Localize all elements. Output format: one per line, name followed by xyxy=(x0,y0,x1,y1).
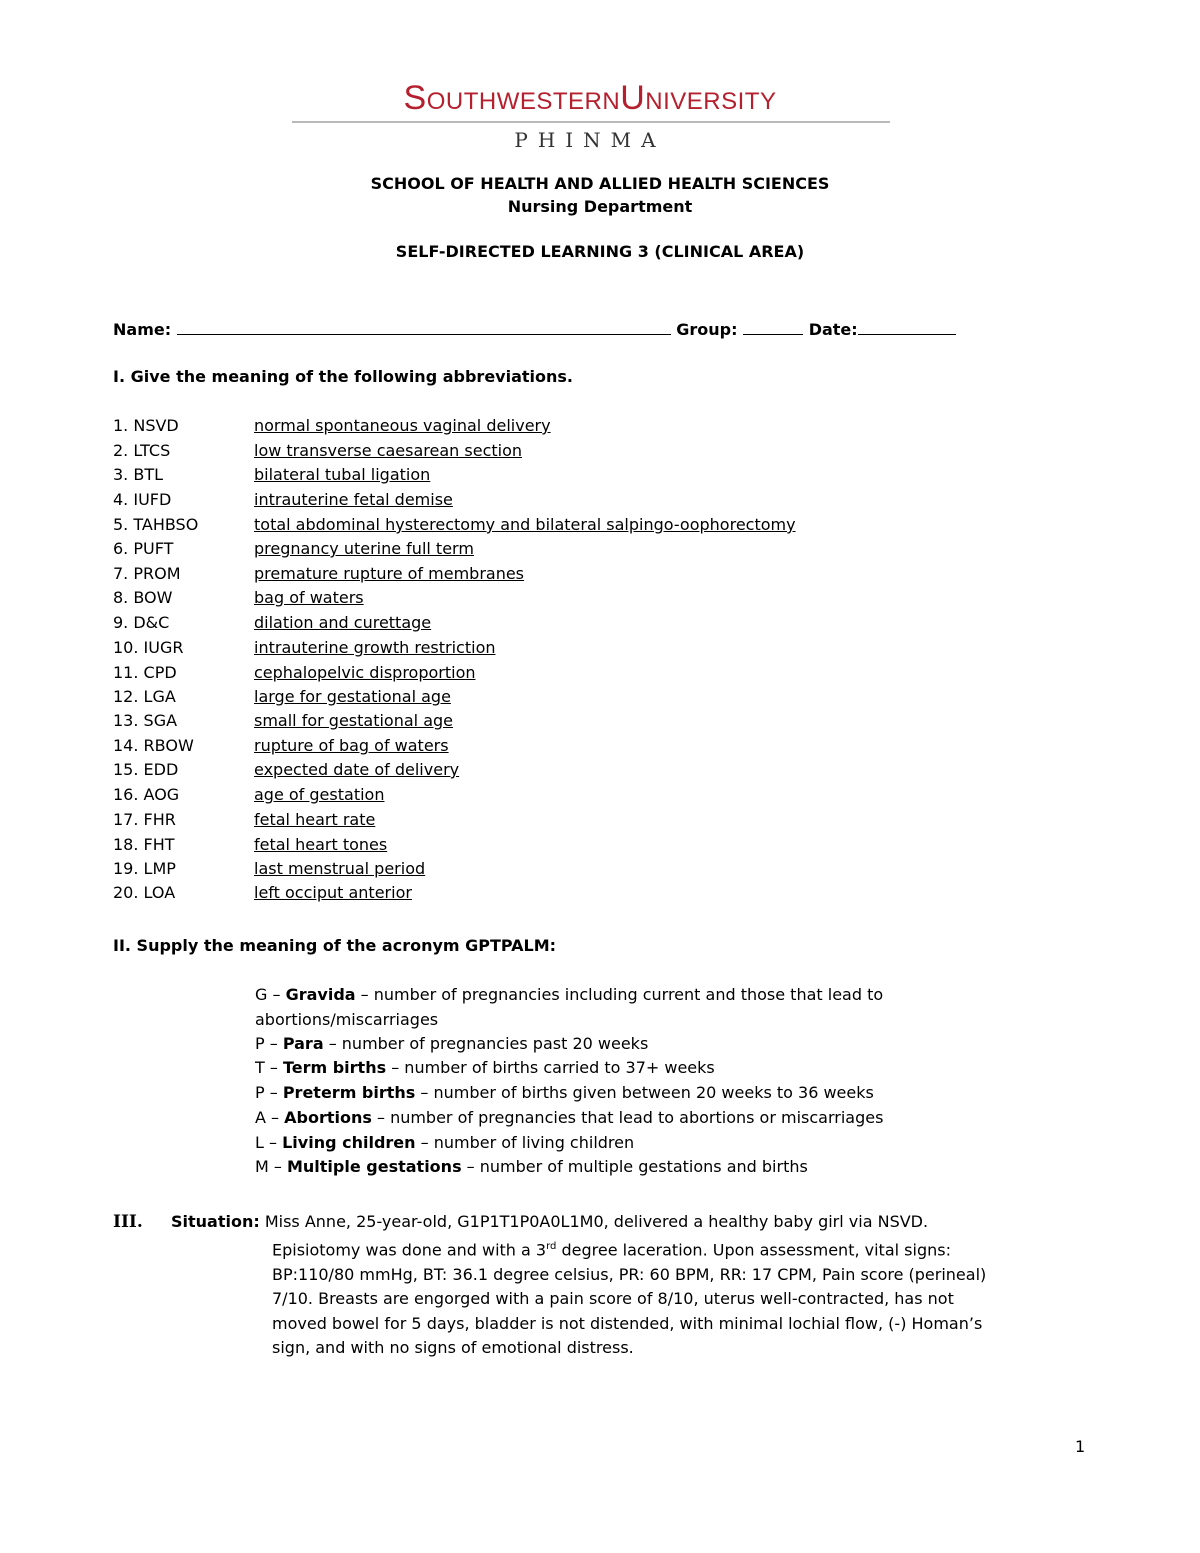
document-title: SELF-DIRECTED LEARNING 3 (CLINICAL AREA) xyxy=(395,242,805,261)
date-label: Date: xyxy=(808,320,858,339)
group-label: Group: xyxy=(676,320,738,339)
list-item: P – Para – number of pregnancies past 20 weeks xyxy=(255,1034,649,1053)
list-item: M – Multiple gestations – number of multiple gestations and births xyxy=(255,1157,808,1176)
school-name: SCHOOL OF HEALTH AND ALLIED HEALTH SCIENCES xyxy=(370,174,830,193)
list-item: L – Living children – number of living children xyxy=(255,1133,635,1152)
date-field[interactable] xyxy=(858,319,956,335)
group-field[interactable] xyxy=(743,319,803,335)
situation-line1: Miss Anne, 25-year-old, G1P1T1P0A0L1M0, delivered a healthy baby girl via NSVD. xyxy=(264,1212,929,1231)
logo-divider xyxy=(292,121,890,123)
list-item: G – Gravida – number of pregnancies including current and those that lead to xyxy=(255,985,884,1004)
document-page: SouthwesternUniversity PHINMA SCHOOL OF HEALTH AND ALLIED HEALTH SCIENCES Nursing Department SELF-DIRECTED LEARNING 3 (CLINICAL AREA) Name: Group: Date: I. Give the meaning of the following abbreviations. 1. NSVD normal spontaneous vaginal delivery 2. LTCS low transverse caesarean section 3. BTL bilateral tubal ligation 4. IUFD intrauterine fetal demise 5. TAHBSO total abdominal hysterectomy and bilateral salpingo-oophorectomy 6. PUFT pregnancy uterine full term 7. PROM premature rupture of membranes 8. BOW bag of waters 9. D&C dilation and curettage 10. IUGR intrauterine growth restriction 11. CPD cephalopelvic disproportion 12. LGA large for gestational age 13. SGA small for gestational age 14. RBOW rupture of bag of waters 15. EDD expected date of delivery 16. AOG age of gestation 17. FHR fetal heart rate 18. FHT fetal heart tones 19. LMP last menstrual period 20. LOA left occiput anterior II. Supply the meaning of the acronym GPTPALM: G – Gravida – number of pregnancies including current and those that lead to abortions/miscarriages P – Para – number of pregnancies past 20 weeks T – Term births – number of births carried to 37+ weeks P – Preterm births – number of births given between 20 weeks to 36 weeks A – Abortions – number of pregnancies that lead to abortions or miscarriages L – Living children – number of living children M – Multiple gestations – number of multiple gestations and births III. Situation: Miss Anne, 25-year-old, G1P1T1P0A0L1M0, delivered a healthy baby girl via NSVD. Episiotomy was done and with a 3rd degree laceration. Upon assessment, vital signs: BP:110/80 mmHg, BT: 36.1 degree celsius, PR: 60 BPM, RR: 17 CPM, Pain score (perineal) 7/10. Breasts are engorged with a pain score of 8/10, uterus well-contracted, has not moved bowel for 5 days, bladder is not distended, with minimal lochial flow, (-) Homan’s sign, and with no signs of emotional distress. 1 xyxy=(0,0,1200,1553)
situation-label: Situation: xyxy=(170,1212,260,1231)
section3-numeral: III. xyxy=(113,1212,143,1232)
name-field[interactable] xyxy=(177,319,671,335)
situation-line4: 7/10. Breasts are engorged with a pain score of 8/10, uterus well-contracted, has not xyxy=(272,1289,954,1309)
situation-line2: Episiotomy was done and with a 3rd degree laceration. Upon assessment, vital signs: xyxy=(272,1239,951,1259)
situation-body xyxy=(272,1235,1102,1361)
name-label: Name: xyxy=(113,320,172,339)
list-item: T – Term births – number of births carried to 37+ weeks xyxy=(255,1058,715,1077)
situation-line3: BP:110/80 mmHg, BT: 36.1 degree celsius, PR: 60 BPM, RR: 17 CPM, Pain score (perineal) xyxy=(272,1264,987,1284)
section1-heading: I. Give the meaning of the following abbreviations. xyxy=(113,367,573,386)
form-line xyxy=(113,319,956,339)
list-item-continued: abortions/miscarriages xyxy=(255,1010,439,1029)
situation-section xyxy=(113,1210,1113,1358)
situation-line6: sign, and with no signs of emotional distress. xyxy=(272,1338,634,1358)
university-logo xyxy=(290,78,900,158)
page-number: 1 xyxy=(1075,1437,1086,1456)
logo-university-name: SouthwesternUniversity xyxy=(403,79,777,117)
list-item: P – Preterm births – number of births given between 20 weeks to 36 weeks xyxy=(255,1083,874,1102)
section2-heading: II. Supply the meaning of the acronym GPTPALM: xyxy=(113,936,557,955)
list-item: A – Abortions – number of pregnancies that lead to abortions or miscarriages xyxy=(255,1108,884,1127)
department-name: Nursing Department xyxy=(507,197,693,216)
logo-subtitle: PHINMA xyxy=(514,128,666,152)
situation-line5: moved bowel for 5 days, bladder is not distended, with minimal lochial flow, (-) Homan’s xyxy=(272,1313,983,1333)
